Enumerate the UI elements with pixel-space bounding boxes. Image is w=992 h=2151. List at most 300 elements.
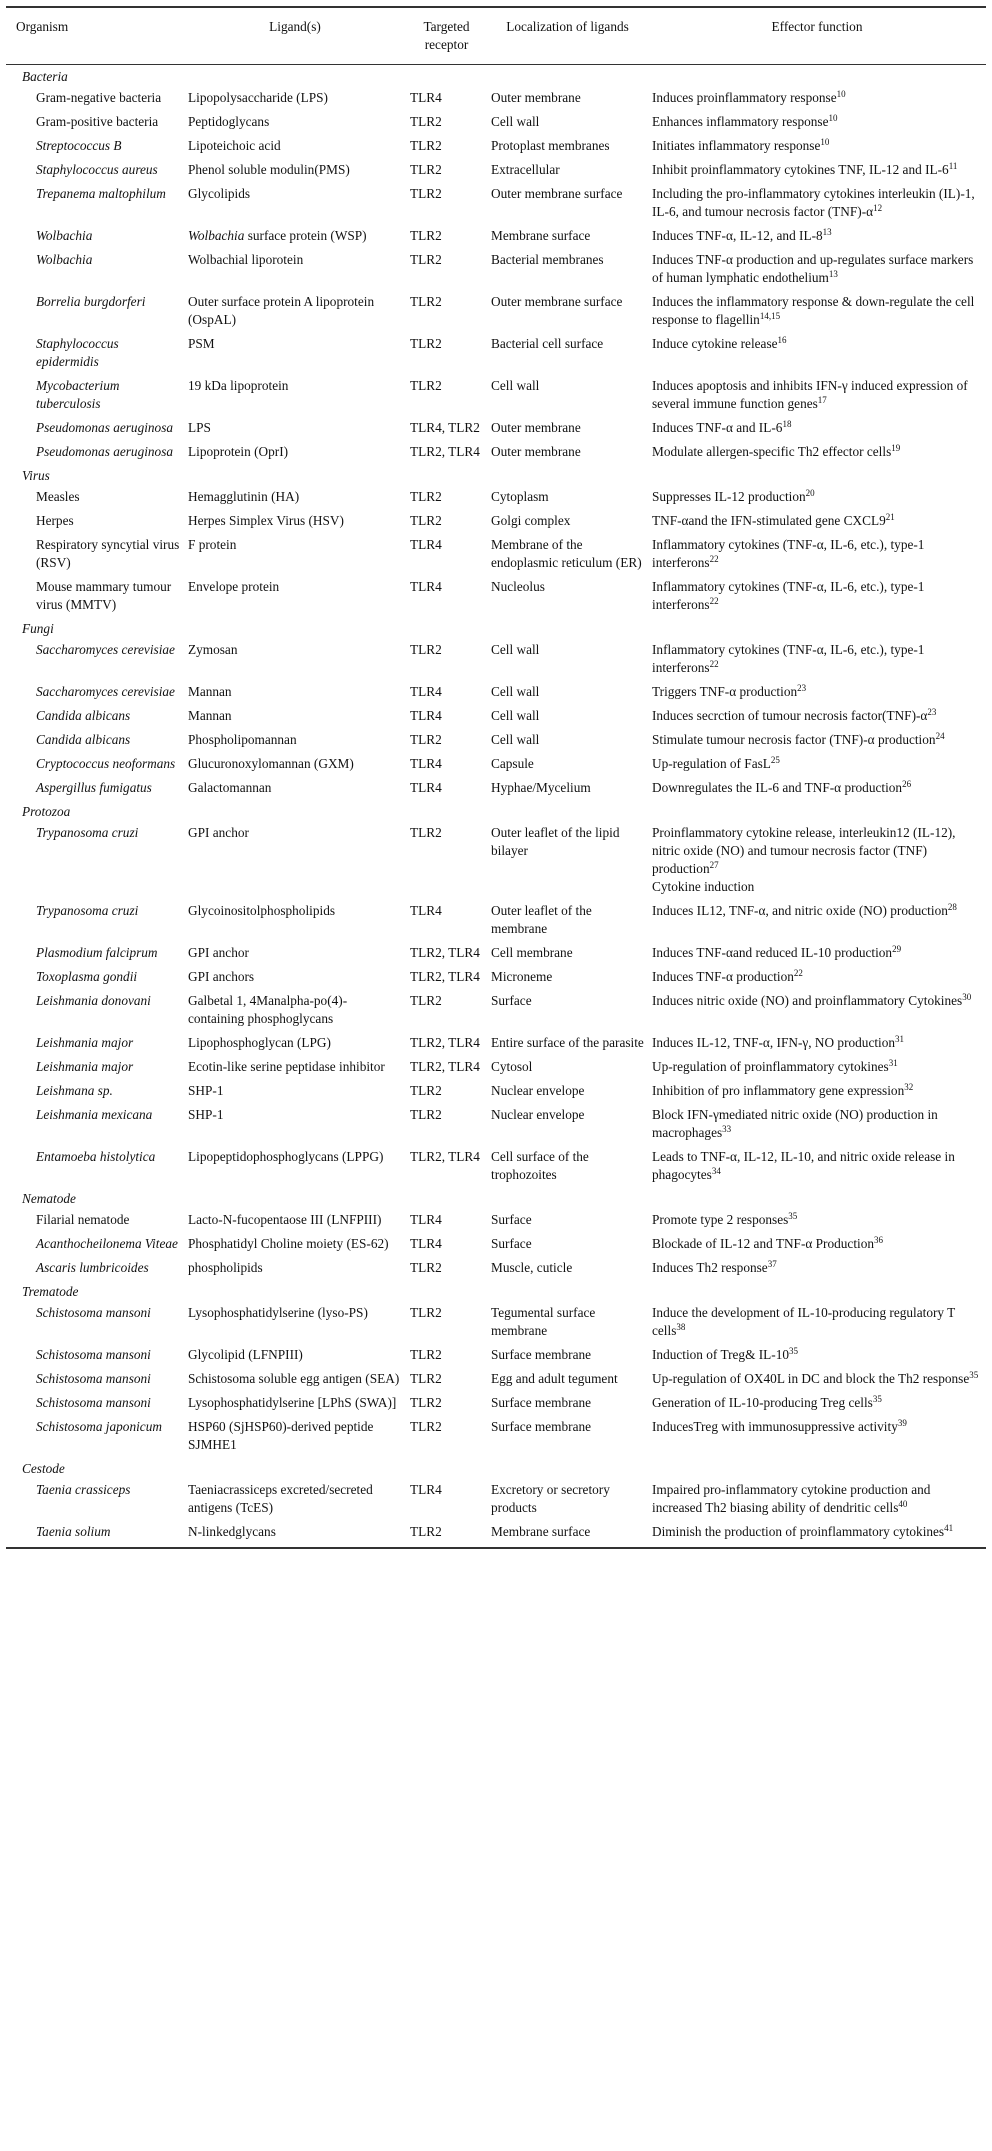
organism-cell [6, 509, 184, 533]
effector-cell [648, 509, 986, 533]
effector-cell [648, 1079, 986, 1103]
localization-cell: Membrane surface [487, 1520, 648, 1548]
organism-cell [6, 224, 184, 248]
organism-name: Filarial nematode [36, 1212, 130, 1227]
localization-cell: Nucleolus [491, 579, 545, 594]
table-row [6, 224, 986, 248]
effector-text: Leads to TNF-α, IL-12, IL-10, and nitric oxide release in phagocytes [652, 1149, 955, 1182]
effector-cell [648, 533, 986, 575]
organism-cell [6, 965, 184, 989]
localization-cell: Cell wall [491, 708, 540, 723]
table-row [6, 509, 986, 533]
organism-name: Respiratory syncytial virus (RSV) [36, 537, 180, 570]
receptor-cell: TLR2, TLR4 [410, 444, 480, 459]
localization-cell: Cell wall [491, 732, 540, 747]
reference-number: 31 [895, 1034, 905, 1044]
localization-cell: Golgi complex [491, 513, 571, 528]
receptor-cell: TLR2 [410, 294, 442, 309]
ligand-cell [184, 728, 406, 752]
effector-text: Initiates inflammatory response [652, 138, 821, 153]
reference-number: 24 [935, 731, 945, 741]
ligand-name: Lipophosphoglycan (LPG) [188, 1035, 331, 1050]
organism-name: Staphylococcus aureus [36, 162, 158, 177]
reference-number: 10 [820, 137, 830, 147]
organism-cell [6, 1367, 184, 1391]
effector-cell [648, 989, 986, 1031]
localization-cell: Cytoplasm [491, 489, 549, 504]
localization-cell: Cell surface of the trophozoites [491, 1149, 589, 1182]
localization-cell: Membrane surface [491, 228, 591, 243]
localization-cell: Protoplast membranes [491, 138, 610, 153]
effector-cell [648, 1256, 986, 1280]
reference-number: 22 [709, 596, 719, 606]
table-row [6, 704, 986, 728]
effector-text: Inhibit proinflammatory cytokines TNF, IL-12 and IL-6 [652, 162, 949, 177]
table-row [6, 1478, 986, 1520]
effector-cell [648, 290, 986, 332]
table-row [6, 752, 986, 776]
reference-number: 13 [828, 269, 838, 279]
table-row [6, 1520, 986, 1548]
effector-cell [648, 1232, 986, 1256]
organism-cell [6, 1055, 184, 1079]
ligand-cell [184, 290, 406, 332]
ligand-name: Phospholipomannan [188, 732, 297, 747]
ligand-cell [184, 1232, 406, 1256]
table-row [6, 1145, 986, 1187]
reference-number: 13 [822, 227, 832, 237]
ligand-name: Glycolipid (LFNPIII) [188, 1347, 303, 1362]
organism-cell [6, 776, 184, 800]
organism-cell [6, 821, 184, 899]
ligand-name: phospholipids [188, 1260, 263, 1275]
organism-name: Toxoplasma gondii [36, 969, 138, 984]
ligand-name: SHP-1 [188, 1107, 224, 1122]
receptor-cell: TLR2 [410, 642, 442, 657]
ligand-name: Envelope protein [188, 579, 280, 594]
ligand-name: Glycoinositolphospholipids [188, 903, 336, 918]
effector-cell [648, 1301, 986, 1343]
ligand-cell [184, 440, 406, 464]
effector-text: Modulate allergen-specific Th2 effector cells [652, 444, 892, 459]
effector-cell [648, 1103, 986, 1145]
localization-cell: Entire surface of the parasite [491, 1035, 644, 1050]
organism-cell [6, 728, 184, 752]
effector-cell [648, 1208, 986, 1232]
ligand-name: Herpes Simplex Virus (HSV) [188, 513, 344, 528]
ligand-name: GPI anchors [188, 969, 255, 984]
receptor-cell: TLR4 [410, 756, 442, 771]
organism-cell [6, 680, 184, 704]
table-container [6, 6, 986, 1549]
effector-cell [648, 899, 986, 941]
reference-number: 36 [874, 1235, 884, 1245]
organism-cell [6, 1478, 184, 1520]
tlr-ligand-table [6, 6, 986, 1549]
table-row [6, 1103, 986, 1145]
ligand-cell [184, 509, 406, 533]
organism-cell [6, 638, 184, 680]
effector-cell [648, 776, 986, 800]
table-row [6, 1232, 986, 1256]
effector-cell [648, 965, 986, 989]
effector-text: Induces apoptosis and inhibits IFN-γ induced expression of several immune function genes [652, 378, 968, 411]
reference-number: 35 [969, 1370, 979, 1380]
effector-text: Induces Th2 response [652, 1260, 768, 1275]
ligand-name: HSP60 (SjHSP60)-derived peptide SJMHE1 [188, 1419, 374, 1452]
localization-cell: Outer leaflet of the lipid bilayer [491, 825, 620, 858]
table-row [6, 1367, 986, 1391]
effector-text: Including the pro-inflammatory cytokines interleukin (IL)-1, IL-6, and tumour necrosis factor (TNF)-α [652, 186, 975, 219]
receptor-cell: TLR2 [406, 1520, 487, 1548]
organism-name: Plasmodium falciprum [36, 945, 158, 960]
organism-name: Mycobacterium tuberculosis [36, 378, 120, 411]
organism-name: Cryptococcus neoformans [36, 756, 176, 771]
ligand-cell [184, 110, 406, 134]
reference-number: 10 [836, 89, 846, 99]
effector-text: TNF-αand the IFN-stimulated gene CXCL9 [652, 513, 886, 528]
reference-number: 35 [872, 1394, 882, 1404]
organism-cell [6, 1256, 184, 1280]
reference-number: 20 [805, 488, 815, 498]
table-row [6, 821, 986, 899]
receptor-cell: TLR2 [410, 114, 442, 129]
effector-cell [648, 1055, 986, 1079]
organism-name: Gram-positive bacteria [36, 114, 159, 129]
ligand-name: Lysophosphatidylserine [LPhS (SWA)] [188, 1395, 397, 1410]
section-title: Protozoa [22, 804, 71, 819]
table-row [6, 374, 986, 416]
organism-name: Gram-negative bacteria [36, 90, 162, 105]
organism-name: Schistosoma mansoni [36, 1371, 151, 1386]
organism-cell [6, 332, 184, 374]
effector-text: Blockade of IL-12 and TNF-α Production [652, 1236, 875, 1251]
ligand-name: Zymosan [188, 642, 238, 657]
localization-cell: Nuclear envelope [491, 1083, 585, 1098]
effector-cell [648, 1031, 986, 1055]
localization-cell: Cell wall [491, 378, 540, 393]
reference-number: 23 [927, 707, 937, 717]
table-row [6, 989, 986, 1031]
effector-cell [648, 941, 986, 965]
ligand-cell [184, 485, 406, 509]
organism-name: Streptococcus B [36, 138, 122, 153]
table-row [6, 638, 986, 680]
table-row [6, 680, 986, 704]
header-receptor: Targeted receptor [406, 7, 487, 65]
section-row [6, 464, 986, 485]
reference-number: 22 [793, 968, 803, 978]
effector-cell [648, 248, 986, 290]
organism-cell [6, 485, 184, 509]
organism-cell [6, 1103, 184, 1145]
ligand-cell [184, 86, 406, 110]
localization-cell: Outer membrane [491, 90, 581, 105]
organism-name: Trepanema maltophilum [36, 186, 166, 201]
reference-number: 40 [898, 1499, 908, 1509]
ligand-cell [184, 899, 406, 941]
effector-text: Inflammatory cytokines (TNF-α, IL-6, etc.), type-1 interferons [652, 579, 925, 612]
localization-cell: Cell wall [491, 684, 540, 699]
ligand-cell [184, 1079, 406, 1103]
ligand-italic-prefix: Wolbachia [188, 228, 245, 243]
receptor-cell: TLR2 [410, 1260, 442, 1275]
localization-cell: Cell membrane [491, 945, 573, 960]
receptor-cell: TLR2 [410, 993, 442, 1008]
header-row [6, 7, 986, 65]
ligand-cell [184, 332, 406, 374]
effector-text: Induce cytokine release [652, 336, 778, 351]
effector-cell [648, 1520, 986, 1548]
receptor-cell: TLR2 [410, 1305, 442, 1320]
table-row [6, 941, 986, 965]
section-row [6, 65, 986, 87]
reference-number: 27 [709, 860, 719, 870]
receptor-cell: TLR4 [410, 903, 442, 918]
reference-number: 30 [962, 992, 972, 1002]
effector-cell [648, 416, 986, 440]
effector-text: Induces TNF-α, IL-12, and IL-8 [652, 228, 823, 243]
effector-suffix: Cytokine induction [652, 879, 755, 894]
reference-number: 35 [789, 1346, 799, 1356]
ligand-name: Peptidoglycans [188, 114, 270, 129]
localization-cell: Membrane of the endoplasmic reticulum (ER) [491, 537, 642, 570]
organism-cell [6, 989, 184, 1031]
ligand-name: F protein [188, 537, 237, 552]
organism-name: Acanthocheilonema Viteae [36, 1236, 178, 1251]
ligand-cell [184, 182, 406, 224]
header-localization: Localization of ligands [487, 7, 648, 65]
section-title: Virus [22, 468, 50, 483]
effector-cell [648, 224, 986, 248]
reference-number: 35 [788, 1211, 798, 1221]
organism-name: Measles [36, 489, 80, 504]
reference-number: 25 [770, 755, 780, 765]
effector-text: InducesTreg with immunosuppressive activity [652, 1419, 898, 1434]
ligand-name: Phosphatidyl Choline moiety (ES-62) [188, 1236, 389, 1251]
ligand-cell [184, 1055, 406, 1079]
table-row [6, 248, 986, 290]
organism-cell [6, 1391, 184, 1415]
organism-name: Wolbachia [36, 252, 93, 267]
reference-number: 22 [709, 659, 719, 669]
localization-cell: Tegumental surface membrane [491, 1305, 596, 1338]
effector-text: Induction of Treg& IL-10 [652, 1347, 790, 1362]
table-row [6, 1343, 986, 1367]
ligand-name: Taeniacrassiceps excreted/secreted antigens (TcES) [188, 1482, 373, 1515]
ligand-name: Phenol soluble modulin(PMS) [188, 162, 350, 177]
header-effector: Effector function [648, 7, 986, 65]
effector-cell [648, 752, 986, 776]
ligand-name: Lysophosphatidylserine (lyso-PS) [188, 1305, 368, 1320]
ligand-cell [184, 638, 406, 680]
receptor-cell: TLR4 [410, 90, 442, 105]
organism-name: Taenia crassiceps [36, 1482, 131, 1497]
organism-cell [6, 134, 184, 158]
organism-cell [6, 752, 184, 776]
ligand-name: Lipopolysaccharide (LPS) [188, 90, 328, 105]
organism-name: Leishmania major [36, 1035, 134, 1050]
effector-cell [648, 134, 986, 158]
table-row [6, 1079, 986, 1103]
organism-name: Saccharomyces cerevisiae [36, 642, 175, 657]
localization-cell: Cell wall [491, 642, 540, 657]
reference-number: 14,15 [759, 311, 781, 321]
effector-text: Induces IL-12, TNF-α, IFN-γ, NO production [652, 1035, 896, 1050]
localization-cell: Muscle, cuticle [491, 1260, 573, 1275]
effector-text: Induces TNF-α production and up-regulates surface markers of human lymphatic endothelium [652, 252, 974, 285]
effector-text: Enhances inflammatory response [652, 114, 829, 129]
effector-text: Inflammatory cytokines (TNF-α, IL-6, etc.), type-1 interferons [652, 537, 925, 570]
organism-name: Ascaris lumbricoides [36, 1260, 149, 1275]
receptor-cell: TLR4 [410, 708, 442, 723]
ligand-cell [184, 416, 406, 440]
table-row [6, 158, 986, 182]
receptor-cell: TLR2 [410, 378, 442, 393]
effector-text: Inflammatory cytokines (TNF-α, IL-6, etc.), type-1 interferons [652, 642, 925, 675]
section-row [6, 617, 986, 638]
receptor-cell: TLR2, TLR4 [410, 945, 480, 960]
receptor-cell: TLR2, TLR4 [410, 1035, 480, 1050]
reference-number: 23 [797, 683, 807, 693]
receptor-cell: TLR2, TLR4 [410, 969, 480, 984]
ligand-name: Hemagglutinin (HA) [188, 489, 300, 504]
effector-cell [648, 1478, 986, 1520]
reference-number: 41 [944, 1523, 954, 1533]
ligand-name: LPS [188, 420, 211, 435]
section-row [6, 1187, 986, 1208]
ligand-cell [184, 158, 406, 182]
table-row [6, 86, 986, 110]
table-row [6, 728, 986, 752]
localization-cell: Nuclear envelope [491, 1107, 585, 1122]
localization-cell: Egg and adult tegument [491, 1371, 618, 1386]
effector-cell [648, 1391, 986, 1415]
effector-text: Induces proinflammatory response [652, 90, 837, 105]
ligand-cell [184, 1301, 406, 1343]
localization-cell: Extracellular [491, 162, 560, 177]
organism-name: Trypanosoma cruzi [36, 903, 139, 918]
reference-number: 33 [722, 1124, 732, 1134]
organism-cell [6, 248, 184, 290]
table-row [6, 485, 986, 509]
localization-cell: Surface [491, 993, 532, 1008]
section-title: Trematode [22, 1284, 79, 1299]
effector-cell [648, 575, 986, 617]
effector-cell [648, 1343, 986, 1367]
ligand-name: Lipoprotein (OprI) [188, 444, 289, 459]
section-title: Nematode [22, 1191, 76, 1206]
ligand-cell [184, 680, 406, 704]
effector-cell [648, 1415, 986, 1457]
effector-text: Suppresses IL-12 production [652, 489, 806, 504]
ligand-name: SHP-1 [188, 1083, 224, 1098]
ligand-cell [184, 941, 406, 965]
effector-text: Up-regulation of proinflammatory cytokines [652, 1059, 889, 1074]
section-title: Fungi [22, 621, 54, 636]
localization-cell: Surface membrane [491, 1395, 592, 1410]
section-row [6, 1457, 986, 1478]
ligand-name: GPI anchor [188, 825, 249, 840]
receptor-cell: TLR2 [410, 252, 442, 267]
receptor-cell: TLR2 [410, 336, 442, 351]
organism-name: Leishmania donovani [36, 993, 151, 1008]
effector-cell [648, 638, 986, 680]
effector-cell [648, 182, 986, 224]
effector-text: Induces IL12, TNF-α, and nitric oxide (NO) production [652, 903, 948, 918]
effector-text: Induces TNF-αand reduced IL-10 production [652, 945, 893, 960]
receptor-cell: TLR2 [410, 162, 442, 177]
ligand-name: GPI anchor [188, 945, 249, 960]
table-row [6, 1031, 986, 1055]
ligand-cell [184, 1208, 406, 1232]
table-header [6, 7, 986, 65]
localization-cell: Outer leaflet of the membrane [491, 903, 592, 936]
table-row [6, 1055, 986, 1079]
table-row [6, 134, 986, 158]
organism-name: Herpes [36, 513, 74, 528]
localization-cell: Outer membrane surface [491, 294, 623, 309]
ligand-cell [184, 1415, 406, 1457]
organism-name: Leishmana sp. [36, 1083, 113, 1098]
receptor-cell: TLR2 [410, 138, 442, 153]
effector-text: Induces secrction of tumour necrosis factor(TNF)-α [652, 708, 928, 723]
organism-cell [6, 158, 184, 182]
effector-cell [648, 1367, 986, 1391]
effector-cell [648, 332, 986, 374]
ligand-cell [184, 1478, 406, 1520]
reference-number: 16 [777, 335, 787, 345]
ligand-cell [184, 752, 406, 776]
ligand-cell [184, 533, 406, 575]
header-organism: Organism [6, 7, 184, 65]
localization-cell: Microneme [491, 969, 553, 984]
ligand-name: Galbetal 1, 4Manalpha-po(4)-containing phosphoglycans [188, 993, 348, 1026]
section-title: Bacteria [22, 69, 68, 84]
receptor-cell: TLR2 [410, 1347, 442, 1362]
receptor-cell: TLR2, TLR4 [410, 1149, 480, 1164]
receptor-cell: TLR4 [410, 1236, 442, 1251]
section-row [6, 1280, 986, 1301]
organism-name: Candida albicans [36, 708, 131, 723]
ligand-cell [184, 1367, 406, 1391]
organism-cell [6, 1301, 184, 1343]
ligand-name: Mannan [188, 684, 232, 699]
ligand-name: Lipopeptidophosphoglycans (LPPG) [188, 1149, 384, 1164]
ligand-name: Galactomannan [188, 780, 272, 795]
organism-cell [6, 575, 184, 617]
receptor-cell: TLR2 [410, 825, 442, 840]
ligand-cell [184, 1391, 406, 1415]
receptor-cell: TLR2, TLR4 [410, 1059, 480, 1074]
organism-cell [6, 899, 184, 941]
reference-number: 32 [904, 1082, 914, 1092]
effector-text: Downregulates the IL-6 and TNF-α production [652, 780, 903, 795]
effector-text: Block IFN-γmediated nitric oxide (NO) production in macrophages [652, 1107, 938, 1140]
localization-cell: Capsule [491, 756, 534, 771]
ligand-name: PSM [188, 336, 215, 351]
organism-cell [6, 1145, 184, 1187]
section-row [6, 800, 986, 821]
reference-number: 34 [711, 1166, 721, 1176]
ligand-cell [184, 1256, 406, 1280]
reference-number: 18 [782, 419, 792, 429]
organism-name: Saccharomyces cerevisiae [36, 684, 175, 699]
organism-cell [6, 1232, 184, 1256]
effector-cell [648, 158, 986, 182]
organism-cell [6, 1343, 184, 1367]
organism-name: Schistosoma mansoni [36, 1395, 151, 1410]
